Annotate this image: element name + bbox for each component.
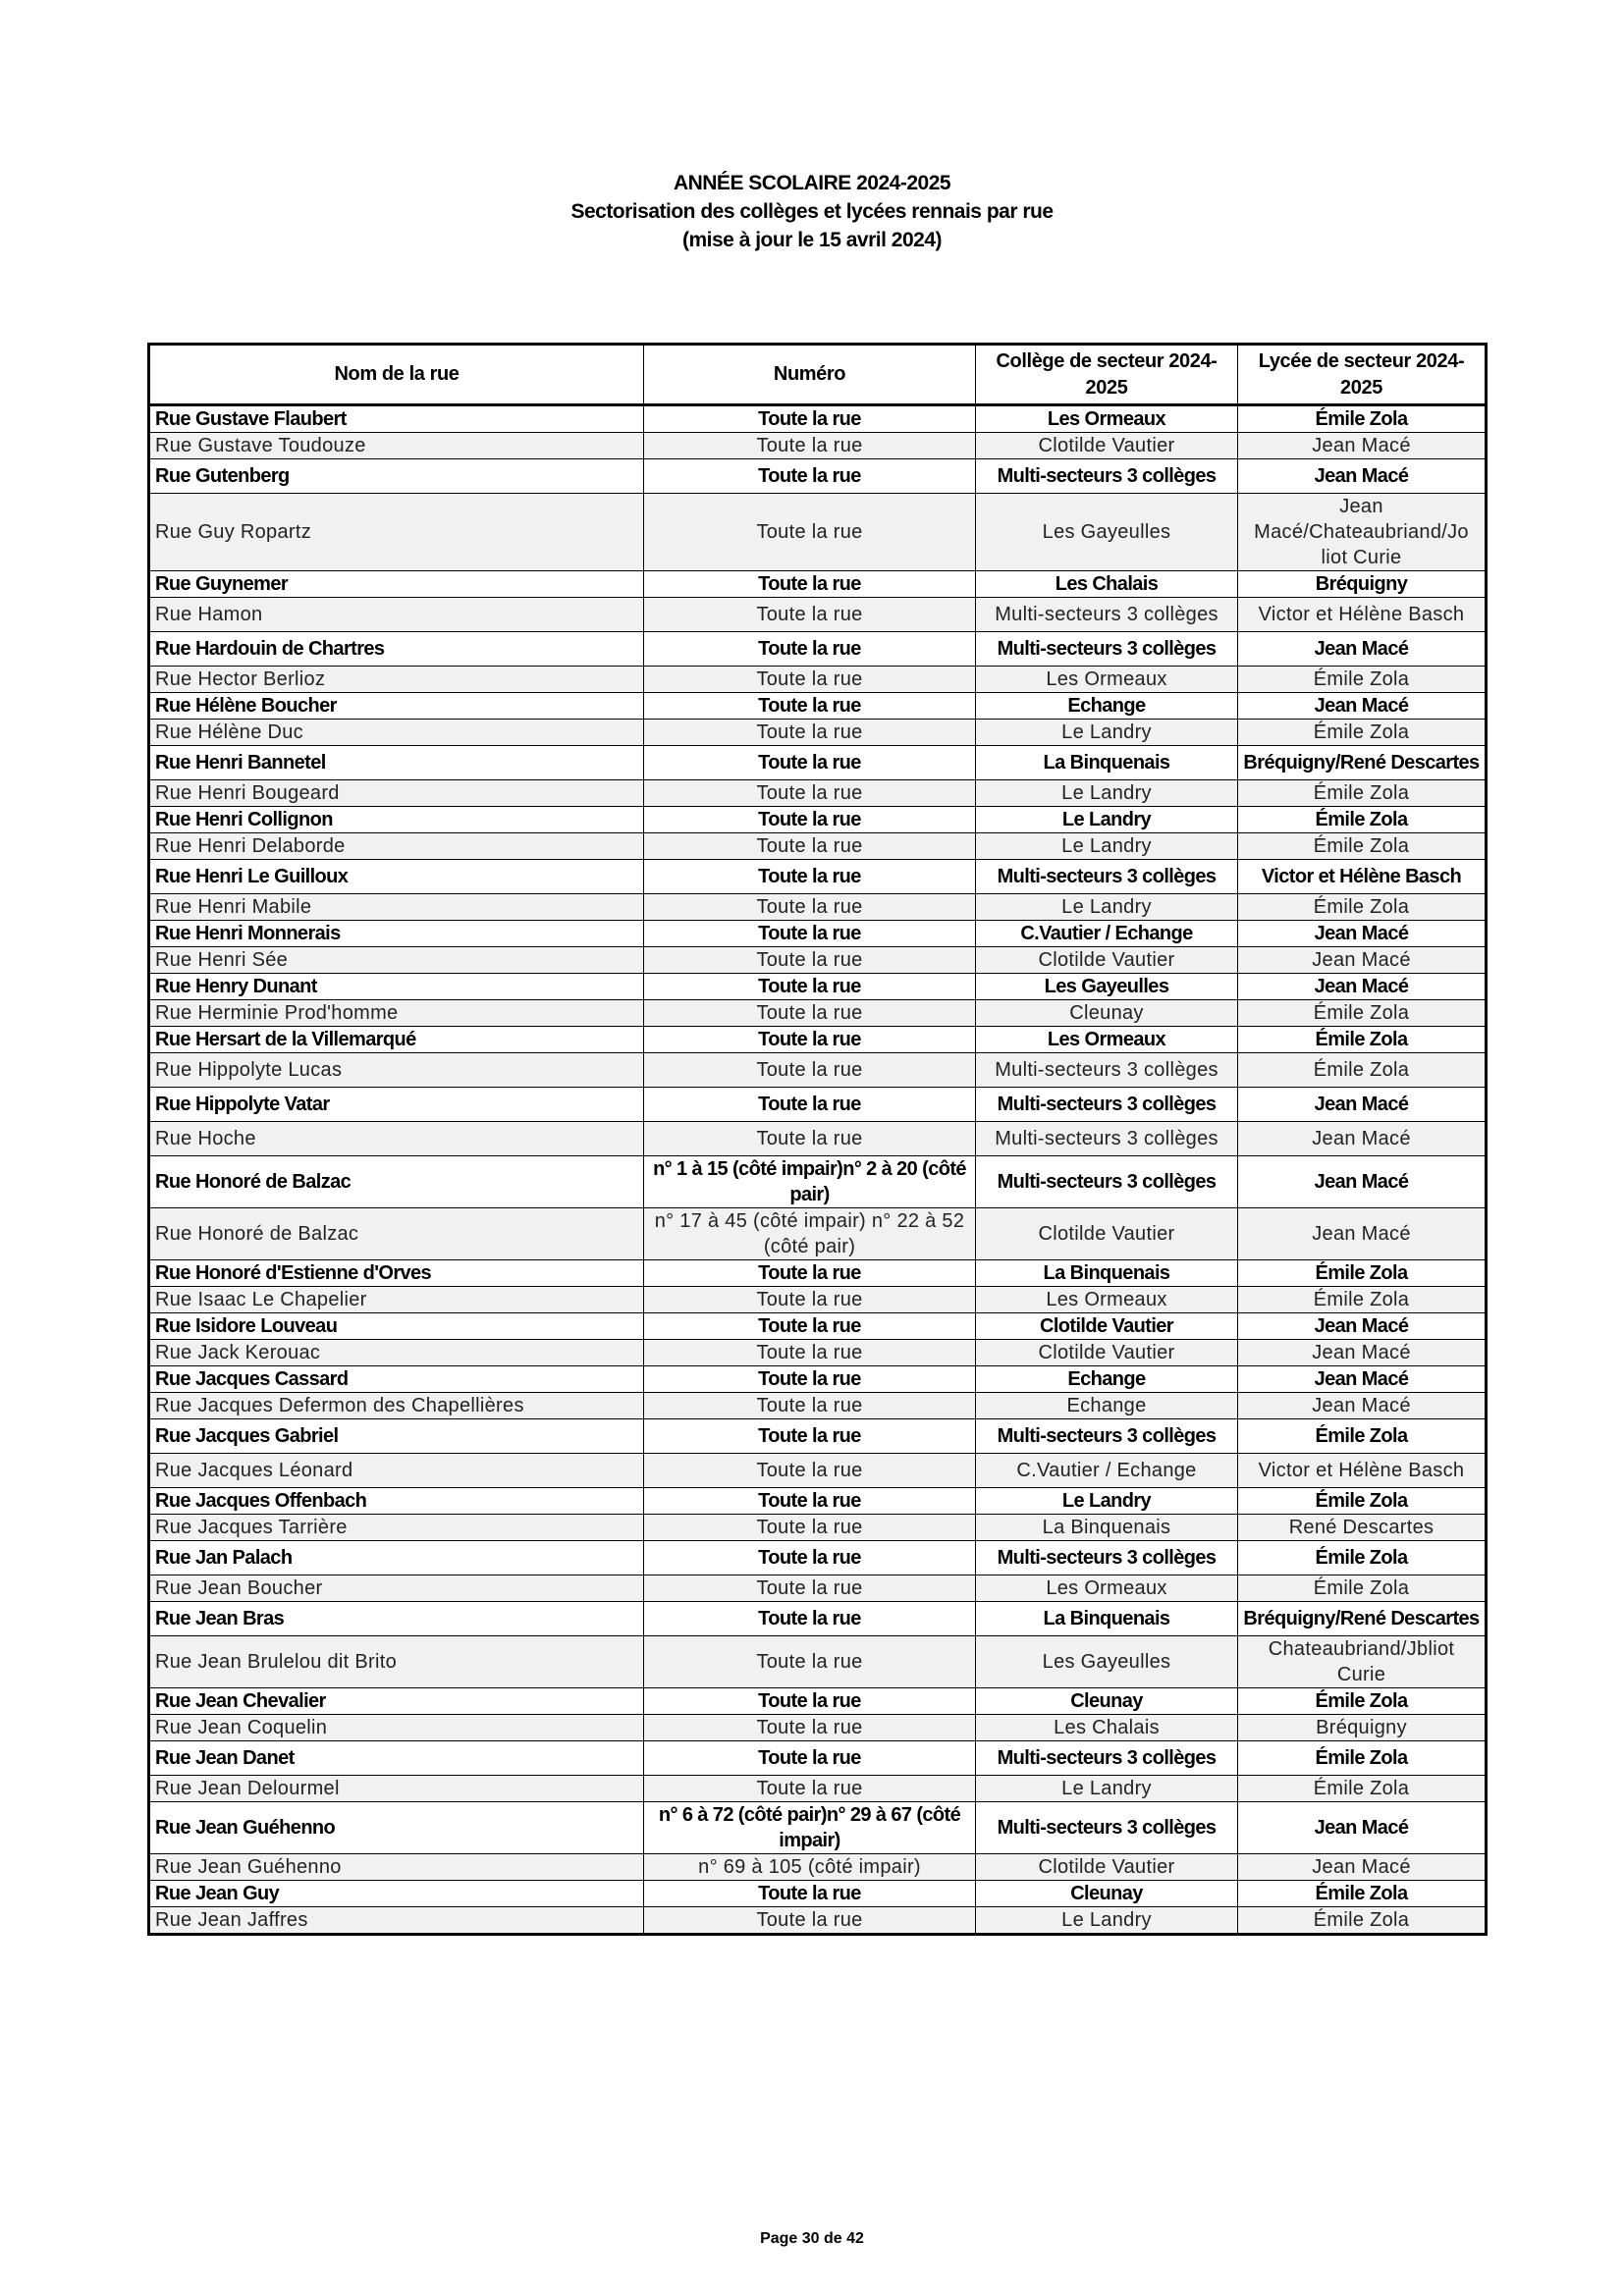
table-row xyxy=(149,860,1487,894)
street-name-cell: Rue Jean Chevalier xyxy=(149,1688,644,1715)
table-row xyxy=(149,780,1487,807)
table-row xyxy=(149,1208,1487,1260)
street-name-cell: Rue Henri Collignon xyxy=(149,807,644,833)
college-sector-cell: Les Ormeaux xyxy=(976,405,1238,433)
street-name-cell: Rue Hamon xyxy=(149,598,644,632)
street-number-cell: Toute la rue xyxy=(644,693,976,720)
street-number-cell: Toute la rue xyxy=(644,1287,976,1313)
street-number-cell: Toute la rue xyxy=(644,1053,976,1088)
lycee-sector-cell: Jean Macé xyxy=(1238,459,1487,494)
street-number-cell: Toute la rue xyxy=(644,1419,976,1454)
street-name-cell: Rue Jacques Defermon des Chapellières xyxy=(149,1393,644,1419)
street-name-cell: Rue Henry Dunant xyxy=(149,974,644,1000)
street-number-cell: Toute la rue xyxy=(644,1454,976,1488)
street-name-cell: Rue Hoche xyxy=(149,1122,644,1156)
street-name-cell: Rue Jean Brulelou dit Brito xyxy=(149,1636,644,1688)
college-sector-cell: La Binquenais xyxy=(976,1602,1238,1636)
street-name-cell: Rue Henri Bougeard xyxy=(149,780,644,807)
street-name-cell: Rue Henri Delaborde xyxy=(149,833,644,860)
lycee-sector-cell: Émile Zola xyxy=(1238,1419,1487,1454)
street-number-cell: Toute la rue xyxy=(644,1636,976,1688)
street-number-cell: Toute la rue xyxy=(644,1907,976,1935)
college-sector-cell: Multi-secteurs 3 collèges xyxy=(976,1122,1238,1156)
street-number-cell: Toute la rue xyxy=(644,1313,976,1340)
college-sector-cell: Les Gayeulles xyxy=(976,974,1238,1000)
lycee-sector-cell: Émile Zola xyxy=(1238,1741,1487,1776)
college-sector-cell: Multi-secteurs 3 collèges xyxy=(976,860,1238,894)
street-number-cell: Toute la rue xyxy=(644,433,976,459)
street-number-cell: Toute la rue xyxy=(644,974,976,1000)
document-header xyxy=(0,169,1624,254)
table-row xyxy=(149,571,1487,598)
lycee-sector-cell: Bréquigny xyxy=(1238,1715,1487,1741)
street-number-cell: Toute la rue xyxy=(644,1541,976,1575)
lycee-sector-cell: Émile Zola xyxy=(1238,1907,1487,1935)
street-number-cell: Toute la rue xyxy=(644,598,976,632)
page-number: Page 30 de 42 xyxy=(760,2230,864,2247)
table-row xyxy=(149,1419,1487,1454)
street-number-cell: n° 6 à 72 (côté pair)n° 29 à 67 (côté impair) xyxy=(644,1802,976,1854)
table-row xyxy=(149,1088,1487,1122)
college-sector-cell: Clotilde Vautier xyxy=(976,947,1238,974)
street-name-cell: Rue Hardouin de Chartres xyxy=(149,632,644,667)
table-row xyxy=(149,693,1487,720)
college-sector-cell: Echange xyxy=(976,1366,1238,1393)
table-row xyxy=(149,494,1487,571)
table-row xyxy=(149,1688,1487,1715)
college-sector-cell: Echange xyxy=(976,1393,1238,1419)
street-name-cell: Rue Hélène Boucher xyxy=(149,693,644,720)
college-sector-cell: Les Ormeaux xyxy=(976,1287,1238,1313)
street-name-cell: Rue Jan Palach xyxy=(149,1541,644,1575)
college-sector-cell: La Binquenais xyxy=(976,746,1238,780)
street-number-cell: Toute la rue xyxy=(644,1260,976,1287)
table-row xyxy=(149,1393,1487,1419)
table-row xyxy=(149,947,1487,974)
table-row xyxy=(149,1854,1487,1881)
college-sector-cell: Multi-secteurs 3 collèges xyxy=(976,632,1238,667)
table-row xyxy=(149,1602,1487,1636)
lycee-sector-cell: Jean Macé xyxy=(1238,974,1487,1000)
table-row xyxy=(149,1366,1487,1393)
lycee-sector-cell: Victor et Hélène Basch xyxy=(1238,598,1487,632)
table-row xyxy=(149,405,1487,433)
lycee-sector-cell: Jean Macé xyxy=(1238,1854,1487,1881)
lycee-sector-cell: Jean Macé xyxy=(1238,693,1487,720)
college-sector-cell: C.Vautier / Echange xyxy=(976,921,1238,947)
street-number-cell: Toute la rue xyxy=(644,1488,976,1515)
table-row xyxy=(149,1053,1487,1088)
table-row xyxy=(149,833,1487,860)
lycee-sector-cell: Jean Macé xyxy=(1238,947,1487,974)
lycee-sector-cell: Émile Zola xyxy=(1238,1260,1487,1287)
table-row xyxy=(149,632,1487,667)
street-name-cell: Rue Henri Mabile xyxy=(149,894,644,921)
street-number-cell: Toute la rue xyxy=(644,1088,976,1122)
lycee-sector-cell: Émile Zola xyxy=(1238,1027,1487,1053)
college-sector-cell: Cleunay xyxy=(976,1881,1238,1907)
street-number-cell: Toute la rue xyxy=(644,1515,976,1541)
lycee-sector-cell: Émile Zola xyxy=(1238,1881,1487,1907)
street-name-cell: Rue Herminie Prod'homme xyxy=(149,1000,644,1027)
lycee-sector-cell: Jean Macé xyxy=(1238,1802,1487,1854)
college-sector-cell: Les Ormeaux xyxy=(976,1027,1238,1053)
street-name-cell: Rue Jean Jaffres xyxy=(149,1907,644,1935)
lycee-sector-cell: Jean Macé xyxy=(1238,1208,1487,1260)
lycee-sector-cell: Émile Zola xyxy=(1238,1053,1487,1088)
lycee-sector-cell: Jean Macé xyxy=(1238,1122,1487,1156)
street-number-cell: Toute la rue xyxy=(644,1575,976,1602)
street-number-cell: Toute la rue xyxy=(644,405,976,433)
college-sector-cell: C.Vautier / Echange xyxy=(976,1454,1238,1488)
street-number-cell: Toute la rue xyxy=(644,1881,976,1907)
street-name-cell: Rue Honoré de Balzac xyxy=(149,1208,644,1260)
street-name-cell: Rue Jacques Cassard xyxy=(149,1366,644,1393)
lycee-sector-cell: Jean Macé xyxy=(1238,921,1487,947)
street-name-cell: Rue Henri Monnerais xyxy=(149,921,644,947)
street-number-cell: Toute la rue xyxy=(644,1366,976,1393)
table-row xyxy=(149,894,1487,921)
school-year-title: ANNÉE SCOLAIRE 2024-2025 xyxy=(673,172,951,194)
table-row xyxy=(149,1636,1487,1688)
lycee-sector-cell: Émile Zola xyxy=(1238,807,1487,833)
table-row xyxy=(149,1802,1487,1854)
street-name-cell: Rue Jean Guéhenno xyxy=(149,1802,644,1854)
column-header-street: Nom de la rue xyxy=(149,345,644,405)
lycee-sector-cell: Victor et Hélène Basch xyxy=(1238,860,1487,894)
table-row xyxy=(149,1313,1487,1340)
street-number-cell: n° 69 à 105 (côté impair) xyxy=(644,1854,976,1881)
college-sector-cell: Les Chalais xyxy=(976,1715,1238,1741)
sectorisation-table xyxy=(147,343,1488,1936)
column-header-number: Numéro xyxy=(644,345,976,405)
table-row xyxy=(149,720,1487,746)
college-sector-cell: Le Landry xyxy=(976,780,1238,807)
street-number-cell: Toute la rue xyxy=(644,947,976,974)
street-name-cell: Rue Henri Bannetel xyxy=(149,746,644,780)
table-row xyxy=(149,1515,1487,1541)
college-sector-cell: Les Ormeaux xyxy=(976,667,1238,693)
college-sector-cell: Multi-secteurs 3 collèges xyxy=(976,459,1238,494)
college-sector-cell: Multi-secteurs 3 collèges xyxy=(976,1541,1238,1575)
street-number-cell: Toute la rue xyxy=(644,632,976,667)
table-row xyxy=(149,974,1487,1000)
street-name-cell: Rue Honoré d'Estienne d'Orves xyxy=(149,1260,644,1287)
college-sector-cell: Clotilde Vautier xyxy=(976,1854,1238,1881)
street-name-cell: Rue Hersart de la Villemarqué xyxy=(149,1027,644,1053)
street-number-cell: Toute la rue xyxy=(644,667,976,693)
street-name-cell: Rue Jacques Offenbach xyxy=(149,1488,644,1515)
college-sector-cell: Le Landry xyxy=(976,1488,1238,1515)
street-name-cell: Rue Honoré de Balzac xyxy=(149,1156,644,1208)
lycee-sector-cell: Émile Zola xyxy=(1238,833,1487,860)
table-row xyxy=(149,1776,1487,1802)
table-row xyxy=(149,1287,1487,1313)
street-number-cell: Toute la rue xyxy=(644,833,976,860)
street-name-cell: Rue Jean Guy xyxy=(149,1881,644,1907)
street-number-cell: Toute la rue xyxy=(644,1741,976,1776)
lycee-sector-cell: Jean Macé xyxy=(1238,1088,1487,1122)
lycee-sector-cell: Émile Zola xyxy=(1238,1287,1487,1313)
lycee-sector-cell: Émile Zola xyxy=(1238,780,1487,807)
lycee-sector-cell: Émile Zola xyxy=(1238,1541,1487,1575)
update-date: (mise à jour le 15 avril 2024) xyxy=(682,229,942,251)
college-sector-cell: Le Landry xyxy=(976,1907,1238,1935)
lycee-sector-cell: Bréquigny/René Descartes xyxy=(1238,746,1487,780)
table-row xyxy=(149,1454,1487,1488)
table-row xyxy=(149,1575,1487,1602)
lycee-sector-cell: Émile Zola xyxy=(1238,720,1487,746)
street-number-cell: Toute la rue xyxy=(644,459,976,494)
document-subtitle: Sectorisation des collèges et lycées rennais par rue xyxy=(570,200,1054,223)
lycee-sector-cell: René Descartes xyxy=(1238,1515,1487,1541)
college-sector-cell: Multi-secteurs 3 collèges xyxy=(976,1053,1238,1088)
street-number-cell: Toute la rue xyxy=(644,1027,976,1053)
table-row xyxy=(149,1541,1487,1575)
college-sector-cell: Clotilde Vautier xyxy=(976,433,1238,459)
street-name-cell: Rue Jacques Léonard xyxy=(149,1454,644,1488)
college-sector-cell: Multi-secteurs 3 collèges xyxy=(976,1088,1238,1122)
college-sector-cell: Cleunay xyxy=(976,1000,1238,1027)
lycee-sector-cell: Émile Zola xyxy=(1238,894,1487,921)
college-sector-cell: Clotilde Vautier xyxy=(976,1313,1238,1340)
street-number-cell: Toute la rue xyxy=(644,720,976,746)
lycee-sector-cell: Émile Zola xyxy=(1238,667,1487,693)
college-sector-cell: Les Gayeulles xyxy=(976,494,1238,571)
street-name-cell: Rue Hippolyte Vatar xyxy=(149,1088,644,1122)
street-name-cell: Rue Isaac Le Chapelier xyxy=(149,1287,644,1313)
college-sector-cell: Cleunay xyxy=(976,1688,1238,1715)
street-name-cell: Rue Jean Danet xyxy=(149,1741,644,1776)
table-row xyxy=(149,921,1487,947)
table-row xyxy=(149,807,1487,833)
lycee-sector-cell: Jean Macé xyxy=(1238,1313,1487,1340)
street-name-cell: Rue Guynemer xyxy=(149,571,644,598)
college-sector-cell: Le Landry xyxy=(976,1776,1238,1802)
street-name-cell: Rue Jack Kerouac xyxy=(149,1340,644,1366)
street-number-cell: Toute la rue xyxy=(644,1393,976,1419)
lycee-sector-cell: Bréquigny/René Descartes xyxy=(1238,1602,1487,1636)
lycee-sector-cell: Émile Zola xyxy=(1238,1000,1487,1027)
table-row xyxy=(149,1881,1487,1907)
college-sector-cell: Les Ormeaux xyxy=(976,1575,1238,1602)
table-body xyxy=(149,405,1487,1935)
table-row xyxy=(149,1122,1487,1156)
street-number-cell: Toute la rue xyxy=(644,1602,976,1636)
street-name-cell: Rue Gutenberg xyxy=(149,459,644,494)
street-name-cell: Rue Gustave Flaubert xyxy=(149,405,644,433)
street-name-cell: Rue Isidore Louveau xyxy=(149,1313,644,1340)
street-number-cell: n° 1 à 15 (côté impair)n° 2 à 20 (côté pair) xyxy=(644,1156,976,1208)
street-name-cell: Rue Jacques Gabriel xyxy=(149,1419,644,1454)
street-name-cell: Rue Hippolyte Lucas xyxy=(149,1053,644,1088)
college-sector-cell: La Binquenais xyxy=(976,1515,1238,1541)
lycee-sector-cell: Bréquigny xyxy=(1238,571,1487,598)
table-row xyxy=(149,1741,1487,1776)
street-number-cell: n° 17 à 45 (côté impair) n° 22 à 52 (côté pair) xyxy=(644,1208,976,1260)
lycee-sector-cell: Jean Macé xyxy=(1238,433,1487,459)
lycee-sector-cell: Jean Macé xyxy=(1238,632,1487,667)
lycee-sector-cell: Émile Zola xyxy=(1238,1575,1487,1602)
street-name-cell: Rue Jean Boucher xyxy=(149,1575,644,1602)
lycee-sector-cell: Jean Macé/Chateaubriand/Jo liot Curie xyxy=(1238,494,1487,571)
street-number-cell: Toute la rue xyxy=(644,1688,976,1715)
street-name-cell: Rue Guy Ropartz xyxy=(149,494,644,571)
college-sector-cell: Clotilde Vautier xyxy=(976,1340,1238,1366)
street-number-cell: Toute la rue xyxy=(644,1340,976,1366)
street-number-cell: Toute la rue xyxy=(644,571,976,598)
table-row xyxy=(149,598,1487,632)
street-name-cell: Rue Jacques Tarrière xyxy=(149,1515,644,1541)
column-header-lycee: Lycée de secteur 2024-2025 xyxy=(1238,345,1487,405)
college-sector-cell: Le Landry xyxy=(976,720,1238,746)
street-name-cell: Rue Henri Le Guilloux xyxy=(149,860,644,894)
lycee-sector-cell: Jean Macé xyxy=(1238,1393,1487,1419)
table-row xyxy=(149,746,1487,780)
table-row xyxy=(149,1340,1487,1366)
college-sector-cell: Multi-secteurs 3 collèges xyxy=(976,1802,1238,1854)
college-sector-cell: Multi-secteurs 3 collèges xyxy=(976,1156,1238,1208)
college-sector-cell: Le Landry xyxy=(976,807,1238,833)
street-name-cell: Rue Jean Coquelin xyxy=(149,1715,644,1741)
street-name-cell: Rue Hélène Duc xyxy=(149,720,644,746)
college-sector-cell: Les Chalais xyxy=(976,571,1238,598)
street-number-cell: Toute la rue xyxy=(644,894,976,921)
street-number-cell: Toute la rue xyxy=(644,807,976,833)
street-name-cell: Rue Jean Bras xyxy=(149,1602,644,1636)
table-row xyxy=(149,459,1487,494)
lycee-sector-cell: Victor et Hélène Basch xyxy=(1238,1454,1487,1488)
street-number-cell: Toute la rue xyxy=(644,921,976,947)
table-row xyxy=(149,1000,1487,1027)
street-number-cell: Toute la rue xyxy=(644,494,976,571)
street-name-cell: Rue Jean Guéhenno xyxy=(149,1854,644,1881)
table-row xyxy=(149,1156,1487,1208)
college-sector-cell: Le Landry xyxy=(976,894,1238,921)
table-row xyxy=(149,667,1487,693)
table-row xyxy=(149,1907,1487,1935)
lycee-sector-cell: Jean Macé xyxy=(1238,1366,1487,1393)
college-sector-cell: Les Gayeulles xyxy=(976,1636,1238,1688)
street-name-cell: Rue Jean Delourmel xyxy=(149,1776,644,1802)
street-number-cell: Toute la rue xyxy=(644,860,976,894)
college-sector-cell: Multi-secteurs 3 collèges xyxy=(976,1741,1238,1776)
street-name-cell: Rue Hector Berlioz xyxy=(149,667,644,693)
street-number-cell: Toute la rue xyxy=(644,1000,976,1027)
lycee-sector-cell: Jean Macé xyxy=(1238,1340,1487,1366)
table-row xyxy=(149,1260,1487,1287)
street-number-cell: Toute la rue xyxy=(644,1776,976,1802)
lycee-sector-cell: Émile Zola xyxy=(1238,405,1487,433)
lycee-sector-cell: Émile Zola xyxy=(1238,1776,1487,1802)
college-sector-cell: Le Landry xyxy=(976,833,1238,860)
college-sector-cell: Clotilde Vautier xyxy=(976,1208,1238,1260)
table-row xyxy=(149,1027,1487,1053)
table-header-row xyxy=(149,345,1487,405)
street-number-cell: Toute la rue xyxy=(644,1715,976,1741)
college-sector-cell: Multi-secteurs 3 collèges xyxy=(976,1419,1238,1454)
column-header-college: Collège de secteur 2024-2025 xyxy=(976,345,1238,405)
college-sector-cell: Multi-secteurs 3 collèges xyxy=(976,598,1238,632)
street-number-cell: Toute la rue xyxy=(644,746,976,780)
table-row xyxy=(149,433,1487,459)
college-sector-cell: La Binquenais xyxy=(976,1260,1238,1287)
table-row xyxy=(149,1715,1487,1741)
lycee-sector-cell: Jean Macé xyxy=(1238,1156,1487,1208)
street-name-cell: Rue Gustave Toudouze xyxy=(149,433,644,459)
table-row xyxy=(149,1488,1487,1515)
college-sector-cell: Echange xyxy=(976,693,1238,720)
street-number-cell: Toute la rue xyxy=(644,1122,976,1156)
lycee-sector-cell: Chateaubriand/Jbliot Curie xyxy=(1238,1636,1487,1688)
lycee-sector-cell: Émile Zola xyxy=(1238,1688,1487,1715)
street-number-cell: Toute la rue xyxy=(644,780,976,807)
lycee-sector-cell: Émile Zola xyxy=(1238,1488,1487,1515)
street-name-cell: Rue Henri Sée xyxy=(149,947,644,974)
